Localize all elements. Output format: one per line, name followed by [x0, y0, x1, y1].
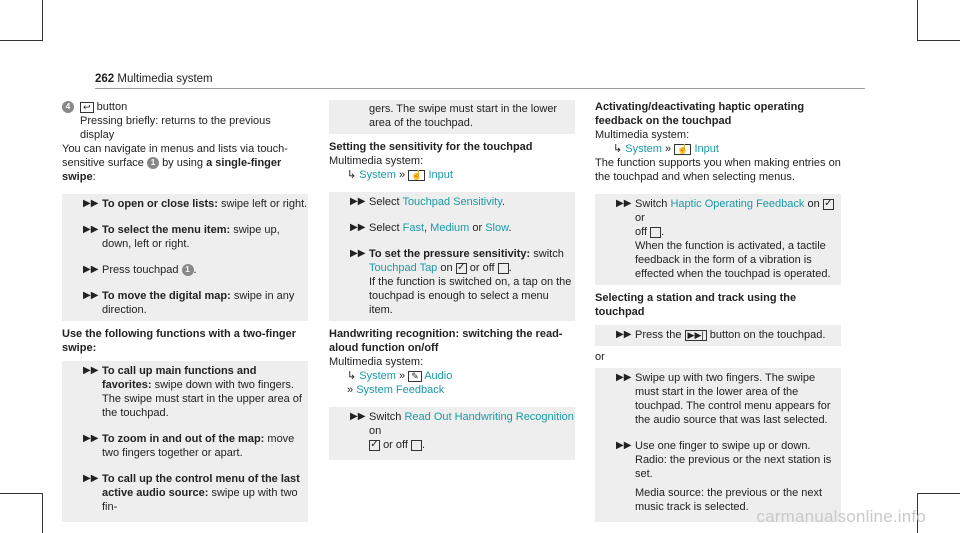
bullet: ▶▶ To move the digital map: swipe in any direction.	[62, 281, 308, 321]
two-finger-heading: Use the following functions with a two-finger swipe:	[62, 328, 297, 354]
item-desc: Pressing briefly: returns to the previous display	[80, 115, 271, 141]
arrow-icon: ▶▶	[350, 222, 366, 233]
handwriting-heading: Handwriting recognition: switching the read-aloud function on/off	[329, 328, 563, 354]
bullet: ▶▶ Select Touchpad Sensitivity.	[329, 192, 575, 213]
path-intro: Multimedia system:	[595, 129, 690, 141]
touch-icon: ☝	[408, 170, 425, 181]
bullet: ▶▶ Select Fast, Medium or Slow.	[329, 213, 575, 239]
arrow-icon: ▶▶	[616, 198, 632, 209]
bullet: ▶▶ To select the menu item: swipe up, down, left or right.	[62, 215, 308, 255]
path-intro: Multimedia system:	[329, 155, 424, 167]
watermark: carmanualsonline.info	[756, 507, 926, 526]
arrow-icon: ▶▶	[616, 329, 632, 340]
checkbox-off-icon	[411, 440, 422, 451]
menu-path: ↳ System » ✎ Audio » System Feedback	[347, 370, 453, 396]
item-4	[62, 100, 308, 114]
bullet: ▶▶ Use one finger to swipe up or down. Radio: the previous or the next station is set. Media source: the previous or the next music track is selected.	[595, 431, 841, 522]
bullet: ▶▶ Switch Haptic Operating Feedback on ✓ or off . When the function is activated, a tactile feedback in the form of a vibration is effected when the touchpad is operated.	[595, 194, 841, 285]
crop-mark	[917, 40, 960, 41]
section-title: Multimedia system	[117, 73, 213, 85]
sensitivity-heading: Setting the sensitivity for the touchpad	[329, 141, 533, 153]
crop-mark	[0, 40, 43, 41]
checkbox-off-icon	[650, 227, 661, 238]
checkbox-on-icon: ✓	[456, 261, 466, 273]
arrow-icon: ▶▶	[350, 248, 366, 259]
arrow-icon: ▶▶	[616, 440, 632, 451]
station-heading: Selecting a station and track using the touchpad	[595, 292, 797, 318]
arrow-icon: ▶▶	[350, 196, 366, 207]
arrow-icon: ▶▶	[350, 411, 366, 422]
header-divider	[95, 88, 865, 89]
bullet: ▶▶ Press touchpad 1 .	[62, 255, 308, 281]
bullet: ▶▶ To call up the control menu of the last active audio source: swipe up with two fin-	[62, 464, 308, 522]
bullet: ▶▶ To set the pressure sensitivity: switch Touchpad Tap on ✓ or off . If the function is switched on, a tap on the touchpad is enough to select a menu item.	[329, 239, 575, 321]
arrow-icon: ▶▶	[83, 433, 99, 444]
crop-mark	[42, 0, 43, 40]
haptic-heading: Activating/deactivating haptic operating feedback on the touchpad	[595, 101, 805, 127]
checkbox-off-icon	[498, 263, 509, 274]
arrow-icon: ▶▶	[83, 224, 99, 235]
arrow-icon: ▶▶	[83, 290, 99, 301]
checkbox-on-icon: ✓	[824, 197, 833, 209]
or-label: or	[595, 351, 605, 363]
menu-path: ↳ System » ☝ Input	[347, 169, 453, 181]
crop-mark	[917, 493, 960, 494]
callout-badge: 4	[62, 101, 74, 113]
bullet: ▶▶ Press the ▶▶| button on the touchpad.	[595, 325, 841, 346]
arrow-icon: ▶▶	[83, 473, 99, 484]
checkbox-on-icon: ✓	[370, 438, 379, 450]
column-3	[595, 100, 841, 522]
bullet: ▶▶ To zoom in and out of the map: move two fingers together or apart.	[62, 424, 308, 464]
callout-badge: 1	[147, 157, 159, 169]
bullet: ▶▶ Swipe up with two fingers. The swipe must start in the lower area of the touchpad. The control menu appears for the audio source that was last selected.	[595, 368, 841, 431]
crop-mark	[0, 493, 43, 494]
page-number: 262	[95, 73, 115, 85]
arrow-icon: ▶▶	[616, 372, 632, 383]
arrow-icon: ▶▶	[83, 264, 99, 275]
crop-mark	[42, 493, 43, 533]
arrow-icon: ▶▶	[83, 198, 99, 209]
skip-forward-icon: ▶▶|	[685, 330, 707, 341]
bullet: ▶▶ To call up main functions and favorites: swipe down with two fingers. The swipe must start in the upper area of the touchpad.	[62, 361, 308, 424]
nav-intro: You can navigate in menus and lists via touch-sensitive surface 1 by using a single-finger swipe:	[62, 143, 288, 183]
page-header	[95, 73, 213, 85]
haptic-intro: The function supports you when making entries on the touchpad and when selecting menus.	[595, 157, 841, 183]
bullet: ▶▶ To open or close lists: swipe left or right.	[62, 194, 308, 215]
path-intro: Multimedia system:	[329, 356, 424, 368]
column-2	[329, 100, 575, 460]
pen-icon: ✎	[408, 371, 422, 382]
bullet-continued: gers. The swipe must start in the lower area of the touchpad.	[329, 100, 575, 134]
column-1	[62, 100, 308, 522]
callout-badge: 1	[182, 264, 194, 276]
crop-mark	[917, 0, 918, 40]
menu-path: ↳ System » ☝ Input	[613, 143, 719, 155]
item-label: button	[96, 101, 128, 113]
touch-icon: ☝	[674, 144, 691, 155]
bullet: ▶▶ Switch Read Out Handwriting Recognition on ✓ or off .	[329, 407, 575, 460]
arrow-icon: ▶▶	[83, 365, 99, 376]
back-icon: ↩	[80, 102, 94, 113]
